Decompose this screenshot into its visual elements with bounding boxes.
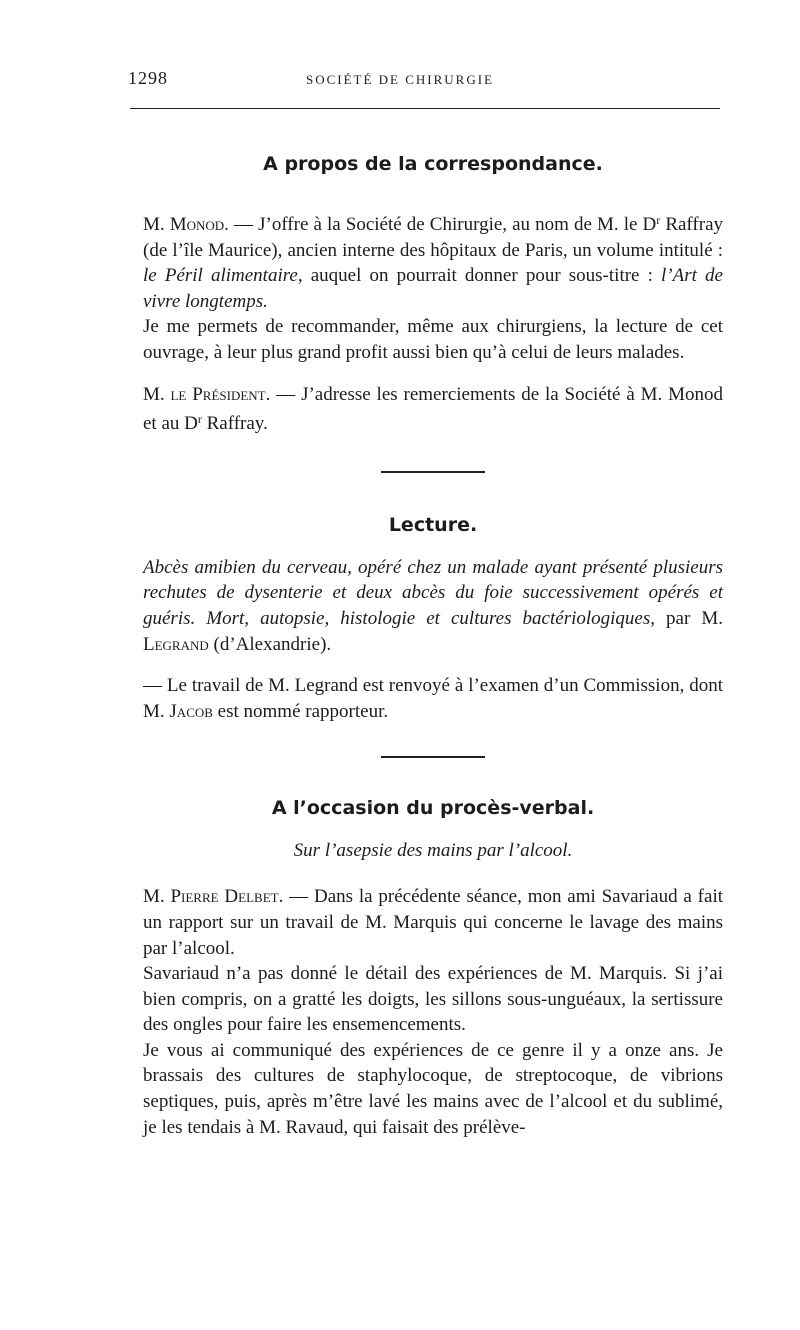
book-title: le Péril alimentaire [143,265,298,287]
superscript: r [197,412,202,427]
work-title: Abcès amibien du cerveau, opéré chez un malade ayant présenté plusieurs rechutes de dysenterie et deux abcès du foie successivement opérés et guéris. Mort, autopsie, histologie et cultures bactériologiques, [143,556,723,629]
paragraph-commission [143,673,723,724]
speaker-name: M. Pierre Delbet. [143,886,284,908]
book-subtitle: l’Art de vivre longtemps. [143,265,723,312]
paragraph-delbet [143,884,723,961]
text-run: Raffray. [201,413,268,435]
header-rule [130,108,720,109]
speaker-name: M. Monod. [143,214,229,235]
text-run: , auquel on pourrait donner pour sous-titre : [297,265,662,287]
text-run: Raffray (de l’île Maurice), ancien interne des hôpitaux de Paris, un volume intitulé : [143,214,724,261]
superscript: r [656,213,661,227]
author-name: Legrand [143,633,209,655]
text-run: est nommé rapporteur. [212,700,389,722]
rapporteur-name: Jacob [169,700,213,722]
page-body [143,150,723,1140]
heading-proces-verbal: A l’occasion du procès-verbal. [271,797,595,820]
paragraph-marquis: Savariaud n’a pas donné le détail des expériences de M. Marquis. Si j’ai bien compris, on a gratté les doigts, les sillons sous-unguéaux, la sertissure des ongles pour faire les ensemencements. [143,963,723,1036]
text-run: — Le travail de M. Legrand est renvoyé à l’examen d’un Commission, dont M. [143,675,723,722]
heading-correspondance: A propos de la correspondance. [263,153,603,175]
speaker-name: M. le Président. [143,383,271,405]
text-run: — Dans la précédente séance, mon ami Savariaud a fait un rapport sur un travail de M. Marquis qui concerne le lavage des mains par l’alcool. [143,886,723,959]
paragraph-recommendation: Je me permets de recommander, même aux chirurgiens, la lecture de cet ouvrage, à leur plus grand profit aussi bien qu’à celui de leurs malades. [143,316,723,363]
page-number: 1298 [128,68,168,88]
paragraph-experiences: Je vous ai communiqué des expériences de ce genre il y a onze ans. Je brassais des cultures de staphylocoque, de streptocoque, de vibrions septiques, puis, après m’être lavé les mains avec de l’alcool et du sublimé, je les tendais à M. Ravaud, qui faisait des prélève- [143,1039,723,1138]
paragraph-president [143,382,723,437]
running-title: SOCIÉTÉ DE CHIRURGIE [305,72,495,87]
text-run: par M. [655,607,724,629]
text-run: — J’adresse les remerciements de la Société à M. Monod et au D [143,383,723,435]
heading-lecture: Lecture. [388,513,478,536]
subsection-title: Sur l’asepsie des mains par l’alcool. [293,840,573,862]
paragraph-monod [143,208,723,314]
text-run: (d’Alexandrie). [208,633,332,655]
running-head [0,68,800,98]
paragraph-lecture-title [143,555,723,657]
text-run: — J’offre à la Société de Chirurgie, au nom de M. le D [228,214,657,235]
